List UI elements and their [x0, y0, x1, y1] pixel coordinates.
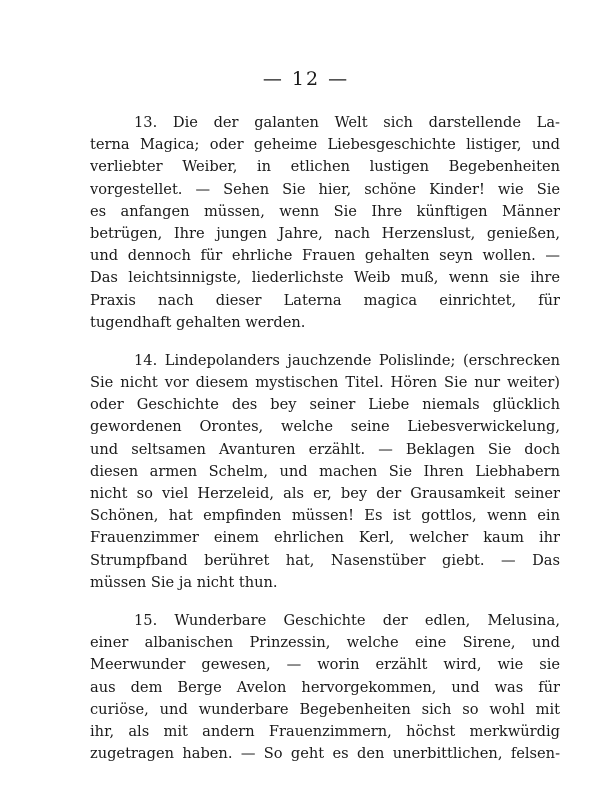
text-line: Frauenzimmer einem ehrlichen Kerl, welcher kaum ihr: [90, 529, 560, 547]
text-line: tugendhaft gehalten werden.: [90, 313, 306, 331]
text-line: terna Magica; oder geheime Liebesgeschichte listiger, und: [90, 136, 560, 154]
text-line: zugetragen haben. — So geht es den unerbittlichen, felsen-: [90, 745, 560, 763]
text-line: Schönen, hat empfinden müssen! Es ist gottlos, wenn ein: [90, 507, 560, 525]
text-line: verliebter Weiber, in etlichen lustigen Begebenheiten: [90, 158, 560, 176]
text-line: betrügen, Ihre jungen Jahre, nach Herzenslust, genießen,: [90, 224, 560, 242]
page-number: — 12 —: [262, 68, 350, 90]
entry-15: [90, 610, 560, 765]
text-line: und seltsamen Avanturen erzählt. — Beklagen Sie doch: [90, 440, 560, 458]
text-line: es anfangen müssen, wenn Sie Ihre künftigen Männer: [90, 202, 560, 220]
text-line: vorgestellet. — Sehen Sie hier, schöne Kinder! wie Sie: [90, 180, 560, 198]
text-line: nicht so viel Herzeleid, als er, bey der Grausamkeit seiner: [90, 485, 560, 502]
entry-13: [90, 112, 560, 334]
text-line: müssen Sie ja nicht thun.: [90, 573, 278, 591]
text-line: 14. Lindepolanders jauchzende Polislinde; (erschrecken: [134, 351, 560, 369]
text-line: gewordenen Orontes, welche seine Liebesverwickelung,: [90, 418, 560, 436]
text-line: einer albanischen Prinzessin, welche eine Sirene, und: [90, 634, 560, 652]
text-line: aus dem Berge Avelon hervorgekommen, und was für: [90, 678, 560, 696]
text-line: curiöse, und wunderbare Begebenheiten sich so wohl mit: [90, 700, 560, 718]
text-line: Strumpfband berühret hat, Nasenstüber giebt. — Das: [90, 551, 560, 569]
text-line: Sie nicht vor diesem mystischen Titel. Hören Sie nur weiter): [90, 374, 560, 392]
text-line: und dennoch für ehrliche Frauen gehalten seyn wollen. —: [90, 247, 560, 265]
text-line: diesen armen Schelm, und machen Sie Ihren Liebhabern: [90, 462, 560, 480]
text-line: Das leichtsinnigste, liederlichste Weib muß, wenn sie ihre: [90, 269, 560, 287]
text-line: ihr, als mit andern Frauenzimmern, höchst merkwürdig: [90, 722, 560, 740]
text-line: Praxis nach dieser Laterna magica einrichtet, für: [90, 291, 560, 309]
text-line: 13. Die der galanten Welt sich darstellende La-: [134, 114, 560, 131]
body-text: [90, 112, 560, 781]
text-line: 15. Wunderbare Geschichte der edlen, Melusina,: [134, 611, 560, 629]
entry-14: [90, 350, 560, 594]
text-line: oder Geschichte des bey seiner Liebe niemals glücklich: [90, 396, 560, 414]
text-line: Meerwunder gewesen, — worin erzählt wird, wie sie: [90, 656, 560, 674]
